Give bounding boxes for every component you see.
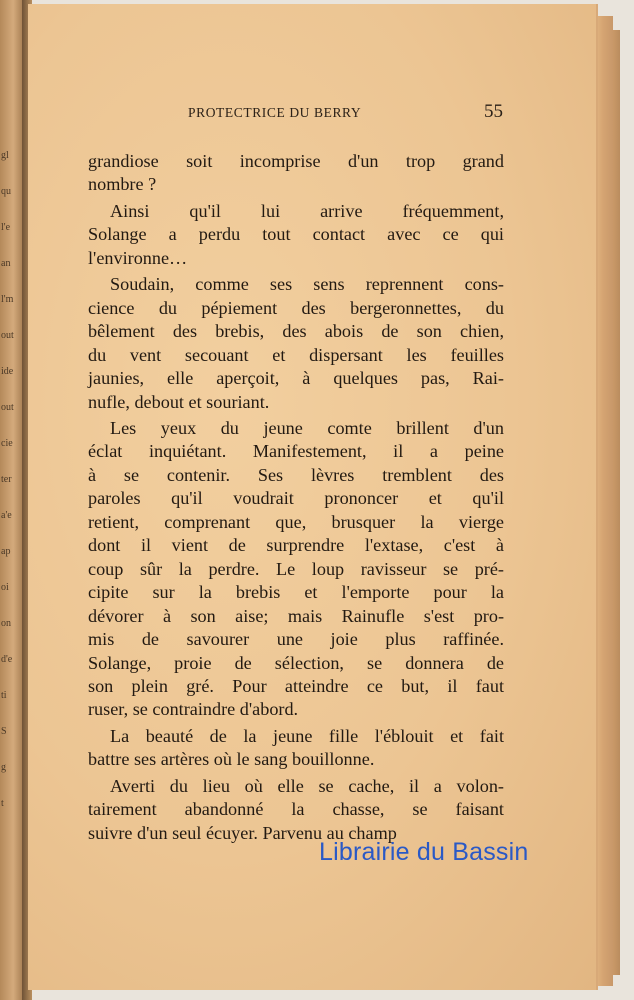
text-line: son plein gré. Pour atteindre ce but, il faut [88, 675, 504, 696]
text-line: paroles qu'il voudrait prononcer et qu'il [88, 488, 504, 509]
text-line: La beauté de la jeune fille l'éblouit et fait [110, 725, 504, 746]
facing-page-fragment: oi [1, 582, 9, 593]
text-line: retient, comprenant que, brusquer la vierge [88, 511, 504, 532]
text-line: nufle, debout et souriant. [88, 391, 270, 412]
text-line: jaunies, elle aperçoit, à quelques pas, Rai- [88, 368, 504, 389]
facing-page-fragment: l'm [1, 294, 14, 305]
text-line: tairement abandonné la chasse, se faisant [88, 799, 504, 820]
text-line: Solange a perdu tout contact avec ce qui [88, 224, 504, 245]
facing-page-fragment: a'e [1, 510, 12, 521]
facing-page-fragment: gl [1, 150, 9, 161]
text-line: l'environne… [88, 247, 188, 268]
text-line: Ainsi qu'il lui arrive fréquemment, [110, 200, 504, 221]
facing-page-fragment: out [1, 330, 14, 341]
running-head: PROTECTRICE DU BERRY [188, 105, 362, 120]
text-line: cipite sur la brebis et l'emporte pour la [88, 582, 504, 603]
text-line: dévorer à son aise; mais Rainufle s'est pro- [88, 605, 504, 626]
text-line: à se contenir. Ses lèvres tremblent des [88, 464, 504, 485]
facing-page-fragment: d'e [1, 654, 13, 665]
text-line: Averti du lieu où elle se cache, il a volon- [110, 775, 504, 796]
watermark: Librairie du Bassin [319, 838, 529, 866]
body-text [88, 150, 504, 845]
page-number: 55 [484, 101, 503, 122]
text-line: éclat inquiétant. Manifestement, il a peine [88, 441, 504, 462]
text-line: suivre d'un seul écuyer. Parvenu au champ [88, 822, 397, 843]
text-line: bêlement des brebis, des abois de son chien, [88, 321, 504, 342]
facing-page-edge [0, 0, 24, 1000]
text-line: battre ses artères où le sang bouillonne. [88, 749, 375, 770]
text-line: du vent secouant et dispersant les feuilles [88, 344, 504, 365]
facing-page-fragment: l'e [1, 222, 11, 233]
facing-page-fragment: cie [1, 438, 13, 449]
facing-page-fragment: S [1, 726, 7, 737]
facing-page-fragment: ter [1, 474, 12, 485]
facing-page-fragment: an [1, 258, 11, 269]
facing-page-fragment: out [1, 402, 14, 413]
text-line: mis de savourer une joie plus raffinée. [88, 629, 504, 650]
text-line: nombre ? [88, 174, 157, 195]
facing-page-fragment: t [1, 798, 4, 809]
facing-page-fragment: ide [1, 366, 14, 377]
text-line: ruser, se contraindre d'abord. [88, 699, 299, 720]
text-line: dont il vient de surprendre l'extase, c'est à [88, 535, 504, 556]
facing-page-fragment: ti [1, 690, 7, 701]
text-line: Soudain, comme ses sens reprennent cons- [110, 274, 504, 295]
text-line: Solange, proie de sélection, se donnera de [88, 652, 504, 673]
text-line: Les yeux du jeune comte brillent d'un [110, 417, 504, 438]
facing-page-fragment: on [1, 618, 11, 629]
text-line: coup sûr la perdre. Le loup ravisseur se pré- [88, 558, 504, 579]
text-line: cience du pépiement des bergeronnettes, du [88, 297, 504, 318]
text-line: grandiose soit incomprise d'un trop grand [88, 151, 504, 171]
facing-page-fragment: g [1, 762, 6, 773]
facing-page-fragment: qu [1, 186, 11, 197]
facing-page-fragment: ap [1, 546, 11, 557]
